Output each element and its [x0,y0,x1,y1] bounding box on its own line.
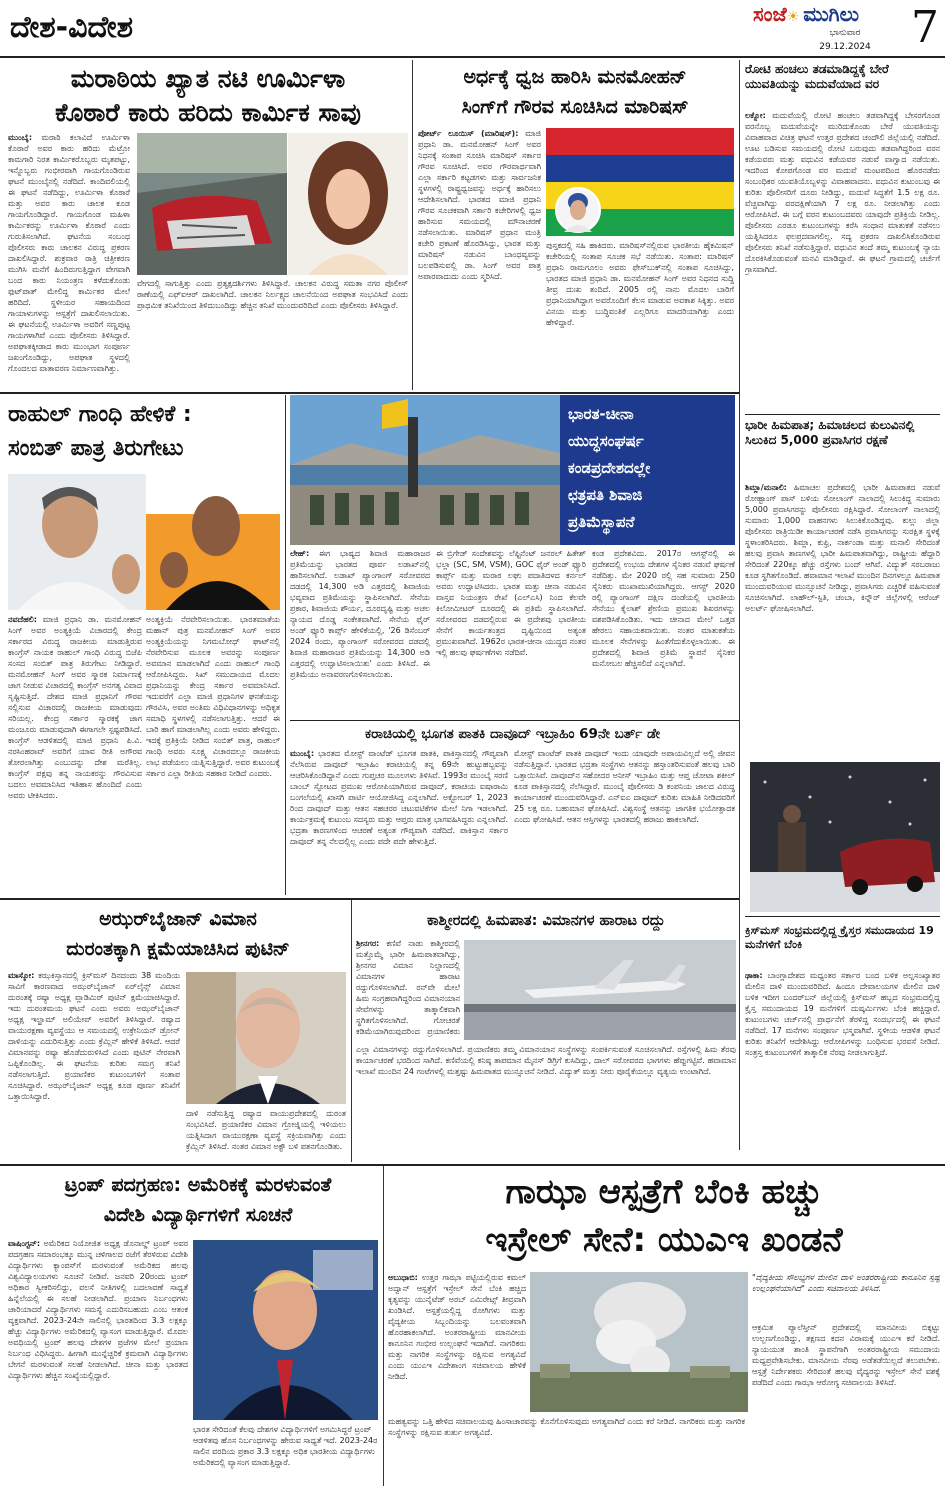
gaza-headline-line1: ಗಾಝಾ ಆಸ್ಪತ್ರೆಗೆ ಬೆಂಕಿ ಹಚ್ಚು [505,1172,823,1212]
column-divider [285,395,286,895]
banner-line-2: ಯುದ್ಧಸಂಘರ್ಷ [568,432,644,450]
himachal-body [745,482,940,760]
column-divider [383,1166,384,1486]
section-title: ದೇಶ-ವಿದೇಶ [10,10,134,45]
rahul-headline-line2: ಸಂಬಿತ್ ಪಾತ್ರ ತಿರುಗೇಟು [8,436,184,461]
putin-body-col1 [8,970,180,1160]
urmila-body-col1 [8,132,130,384]
rahul-gandhi-photo [8,474,146,610]
christmas-body [745,970,940,1150]
putin-dateline: ಮಾಸ್ಕೋ: [8,971,35,980]
himachal-body-text: ಹಿಮಾಚಲ ಪ್ರದೇಶದಲ್ಲಿ ಭಾರೀ ಹಿಮಪಾತದ ನಡುವೆ ರೋಹ್ಟಾಂಗ್ ಪಾಸ್ ಬಳಿಯ ಸೋಲಾಂಗ್ ನಾಲಾದಲ್ಲಿ ಸಿಲುಕಿದ್ದ ಸುಮಾರು 5,000 ಪ್ರವಾಸಿಗರನ್ನು ಪೊಲೀಸರು ರಕ್ಷಿಸಿದ್ದಾರೆ. ಸೋಲಾಂಗ್ ನಾಲಾದಲ್ಲಿ ಸುಮಾರು 1,000 ವಾಹನಗಳು ಸಿಲುಕಿಕೊಂಡಿದ್ದವು. ಕುಲ್ಲು ಜಿಲ್ಲಾ ಪೊಲೀಸರು ರಾತ್ರಿಯಿಡೀ ಕಾರ್ಯಾಚರಣೆ ನಡೆಸಿ ಪ್ರವಾಸಿಗರನ್ನು ಸುರಕ್ಷಿತ ಸ್ಥಳಕ್ಕೆ ಸ್ಥಳಾಂತರಿಸಿದರು. ಶಿಮ್ಲಾ, ಕುಫ್ರಿ, ನಾರ್ಕಂಡಾ ಮತ್ತು ಮನಾಲಿ ಸೇರಿದಂತೆ ಹಲವು ಪ್ರವಾಸಿ ತಾಣಗಳಲ್ಲಿ ಭಾರೀ ಹಿಮಪಾತವಾಗಿದ್ದು, ರಾಷ್ಟ್ರೀಯ ಹೆದ್ದಾರಿ ಸೇರಿದಂತೆ 220ಕ್ಕೂ ಹೆಚ್ಚು ರಸ್ತೆಗಳು ಬಂದ್ ಆಗಿವೆ. ವಿದ್ಯುತ್ ಸರಬರಾಜು ಕೂಡ ಸ್ಥಗಿತಗೊಂಡಿದೆ. ಹವಾಮಾನ ಇಲಾಖೆ ಮುಂದಿನ ದಿನಗಳಲ್ಲೂ ಹಿಮಪಾತ ಮುಂದುವರಿಯುವ ಮುನ್ಸೂಚನೆ ನೀಡಿದ್ದು, ಪ್ರವಾಸಿಗರು ಎಚ್ಚರಿಕೆ ವಹಿಸುವಂತೆ ಸೂಚಿಸಲಾಗಿದೆ. ಲಾಹೌಲ್-ಸ್ಪಿತಿ, ಚಂಬಾ, ಕಿನ್ನೌರ್ ಜಿಲ್ಲೆಗಳಲ್ಲಿ ಆರೆಂಜ್ ಅಲರ್ಟ್ ಘೋಷಿಸಲಾಗಿದೆ. [745,483,940,613]
urmila-body-text: ಮರಾಠಿ ಕಲಾವಿದೆ ಊರ್ಮಿಳಾ ಕೊಠಾರೆ ಅವರ ಕಾರು ಹರಿದು ಮೆಟ್ರೋ ಕಾಮಗಾರಿ ನಿರತ ಕಾರ್ಮಿಕರೊಬ್ಬರು ಮೃತಪಟ್ಟು, ಇನ್ನೊಬ್ಬರು ಗಂಭೀರವಾಗಿ ಗಾಯಗೊಂಡಿರುವ ಘಟನೆ ಮುಂಬೈನಲ್ಲಿ ನಡೆದಿದೆ. ಕಾಂದಿವಲಿಯಲ್ಲಿ ಈ ಘಟನೆ ನಡೆದಿದ್ದು, ಊರ್ಮಿಳಾ ಕೊಠಾರೆ ಮತ್ತು ಅವರ ಕಾರು ಚಾಲಕ ಕೂಡ ಗಾಯಗೊಂಡಿದ್ದಾರೆ. ಗಾಯಗೊಂಡ ಮಹಿಳಾ ಕಾರ್ಮಿಕರನ್ನು ಊರ್ಮಿಳಾ ಕೊಠಾರೆ ಎಂದು ಗುರುತಿಸಲಾಗಿದೆ. ಘಟನೆಯ ಸಂಬಂಧ ಪೊಲೀಸರು ಕಾರು ಚಾಲಕನ ವಿರುದ್ಧ ಪ್ರಕರಣ ದಾಖಲಿಸಿದ್ದಾರೆ. ಶುಕ್ರವಾರ ರಾತ್ರಿ ಚಿತ್ರೀಕರಣ ಮುಗಿಸಿ ಮನೆಗೆ ಹಿಂದಿರುಗುತ್ತಿದ್ದಾಗ ವೇಗವಾಗಿ ಬಂದ ಕಾರು ನಿಯಂತ್ರಣ ಕಳೆದುಕೊಂಡು ಫುಟ್‌ಪಾತ್ ಮೇಲಿದ್ದ ಕಾರ್ಮಿಕರ ಮೇಲೆ ಹರಿದಿದೆ. ಸ್ಥಳೀಯರ ಸಹಾಯದಿಂದ ಗಾಯಾಳುಗಳನ್ನು ಆಸ್ಪತ್ರೆಗೆ ದಾಖಲಿಸಲಾಯಿತು. ಈ ಘಟನೆಯಲ್ಲಿ ಊರ್ಮಿಳಾ ಅವರಿಗೆ ಸಣ್ಣಪುಟ್ಟ ಗಾಯಗಳಾಗಿವೆ ಎಂದು ಪೊಲೀಸರು ತಿಳಿಸಿದ್ದಾರೆ. ಅಪಘಾತಕ್ಕೀಡಾದ ಕಾರು ಮುಂಭಾಗ ಸಂಪೂರ್ಣ ಜಖಂಗೊಂಡಿದ್ದು, ಅಪಘಾತ ಸ್ಥಳದಲ್ಲಿ ಗೊಂದಲದ ವಾತಾವರಣ ನಿರ್ಮಾಣವಾಗಿತ್ತು. [8,133,130,373]
dawood-dateline: ಮುಂಬೈ: [290,749,315,758]
shivaji-body-col2: ಈ ಬ್ರಿಗೇಡ್ ಸಂದೇಶವನ್ನು ಲೆಫ್ಟಿನೆಂಟ್ ಜನರಲ್ ಹಿತೇಶ್ ಭಲ್ಲಾ (SC, SM, VSM), GOC ಫೈರ್ ಅಂಡ್ ಫ್ಯೂರಿ ಕಾರ್ಪ್ಸ್ ಮತ್ತು ಮರಾಠ ಲಘು ಪದಾತಿದಳದ ಕರ್ನಲ್ ಅವರು ಉದ್ಘಾಟಿಸಿದರು. ಭಾರತ ಮತ್ತು ಚೀನಾ ನಡುವಿನ ವಾಸ್ತವ ನಿಯಂತ್ರಣ ರೇಖೆ (ಎಲ್‌ಎಸಿ) ನಿಂದ ಕೆಲವೇ ಕಿಲೋಮೀಟರ್ ದೂರದಲ್ಲಿ ಈ ಪ್ರತಿಮೆ ಸ್ಥಾಪಿಸಲಾಗಿದೆ. ಸರೋವರದ ದಡದಲ್ಲಿರುವ ಈ ಪ್ರದೇಶವು ಭಾರತೀಯ ಸೇನೆಗೆ ಕಾರ್ಯತಂತ್ರದ ದೃಷ್ಟಿಯಿಂದ ಅತ್ಯಂತ ಪ್ರಮುಖವಾಗಿದೆ. 1962ರ ಭಾರತ-ಚೀನಾ ಯುದ್ಧದ ನಂತರ ಇಲ್ಲಿ ಹಲವು ಘರ್ಷಣೆಗಳು ನಡೆದಿವೆ. [436,549,586,657]
page-number: 7 [911,2,939,53]
mauritius-flag-photo [546,128,734,236]
sun-icon: ☀ [786,9,800,25]
gaza-photo-caption: ಮಹತ್ವವನ್ನು ಒತ್ತಿ ಹೇಳಿದ ಸಚಿವಾಲಯವು ಹಿಂಸಾಚಾರವನ್ನು ಕೊನೆಗೊಳಿಸುವುದು ಅಗತ್ಯವಾಗಿದೆ ಎಂದು ಕರೆ ನೀಡಿದೆ. ನಾಗರಿಕರು ಮತ್ತು ನಾಗರಿಕ ಸಂಸ್ಥೆಗಳನ್ನು ರಕ್ಷಿಸುವ ತುರ್ತು ಅಗತ್ಯವಿದೆ. [388,1417,745,1437]
masthead [745,0,945,58]
kashmir-body-col1 [356,938,460,1038]
masthead-rule [0,56,945,58]
gaza-headline [388,1168,940,1268]
shivaji-statue-photo [290,395,560,545]
section-rule [0,392,739,394]
gaza-headline-line2: ಇಸ್ರೇಲ್ ಸೇನೆ: ಯುಎಇ ಖಂಡನೆ [485,1220,843,1260]
bride-dateline: ಲಕ್ನೋ: [745,111,766,120]
logo-part2: ಮುಗಿಲು [803,2,859,26]
trump-photo [193,1240,378,1420]
bride-headline: ರೋಟಿ ಹಂಚಲು ತಡಮಾಡಿದ್ದಕ್ಕೆ ಬೇರೆ ಯುವತಿಯನ್ನು ಮದುವೆಯಾದ ವರ [745,62,889,91]
trump-headline [8,1170,388,1236]
putin-photo [186,972,346,1104]
article-divider [290,720,739,721]
trump-photo-caption: ಭಾರತ ಸೇರಿದಂತೆ ಕೆಲವು ದೇಶಗಳ ವಿದ್ಯಾರ್ಥಿಗಳಿಗೆ ಅಗಮಿಸಿದ್ದರೆ ಟ್ರಂಪ್ ಆಡಳಿತವು ಹೊಸ ನಿರ್ಬಂಧಗಳನ್ನು ಹೇರುವ ಸಾಧ್ಯತೆ ಇದೆ. 2023-24ರ ಸಾಲಿನ ವರದಿಯ ಪ್ರಕಾರ 3.3 ಲಕ್ಷಕ್ಕೂ ಅಧಿಕ ಭಾರತೀಯ ವಿದ್ಯಾರ್ಥಿಗಳು ಅಮೆರಿಕದಲ್ಲಿ ವ್ಯಾಸಂಗ ಮಾಡುತ್ತಿದ್ದಾರೆ. [193,1425,378,1467]
himachal-dateline: ಶಿಮ್ಲಾ/ಮನಾಲಿ: [745,483,787,492]
bride-body-text: ಮದುವೆಯಲ್ಲಿ ರೋಟಿ ಹಂಚಲು ತಡವಾಗಿದ್ದಕ್ಕೆ ಬೇಸರಗೊಂಡ ವರನೊಬ್ಬ ಮದುವೆಯನ್ನೇ ಮುರಿದುಕೊಂಡು ಬೇರೆ ಯುವತಿಯನ್ನು ವಿವಾಹವಾದ ವಿಚಿತ್ರ ಘಟನೆ ಉತ್ತರ ಪ್ರದೇಶದ ಚಂದೌಲಿ ಜಿಲ್ಲೆಯಲ್ಲಿ ನಡೆದಿದೆ. ಊಟ ಬಡಿಸುವ ಸಮಯದಲ್ಲಿ ರೋಟಿ ಬರುವುದು ತಡವಾಗಿದ್ದರಿಂದ ವರನ ಕಡೆಯವರು ಮತ್ತು ವಧುವಿನ ಕಡೆಯವರ ನಡುವೆ ವಾಗ್ವಾದ ನಡೆಯಿತು. ಇದರಿಂದ ಕೋಪಗೊಂಡ ವರ ಮದುವೆ ಮಂಟಪದಿಂದ ಹೊರನಡೆದು ಸಂಬಂಧಿಕರ ಯುವತಿಯೊಬ್ಬಳನ್ನು ವಿವಾಹವಾದನು. ವಧುವಿನ ಕುಟುಂಬವು ಈ ಕುರಿತು ಪೊಲೀಸರಿಗೆ ದೂರು ನೀಡಿದ್ದು, ಮದುವೆ ಸಿದ್ಧತೆಗೆ 1.5 ಲಕ್ಷ ರೂ. ವೆಚ್ಚವಾಗಿದ್ದು ವರದಕ್ಷಿಣೆಯಾಗಿ 7 ಲಕ್ಷ ರೂ. ನೀಡಲಾಗಿತ್ತು ಎಂದು ಆರೋಪಿಸಿದೆ. ಈ ಬಗ್ಗೆ ವರನ ಕುಟುಂಬದವರು ಯಾವುದೇ ಪ್ರತಿಕ್ರಿಯೆ ನೀಡಿಲ್ಲ. ಪೊಲೀಸರು ಎರಡೂ ಕುಟುಂಬಗಳನ್ನು ಕರೆಸಿ ಸಂಧಾನ ಮಾತುಕತೆ ನಡೆಸಲು ಯತ್ನಿಸಿದರೂ ಫಲಪ್ರದವಾಗಲಿಲ್ಲ. ಸದ್ಯ ಪ್ರಕರಣ ದಾಖಲಿಸಿಕೊಂಡಿರುವ ಪೊಲೀಸರು ತನಿಖೆ ನಡೆಸುತ್ತಿದ್ದಾರೆ. ವಧುವಿನ ತಂದೆ ತಮ್ಮ ಕುಟುಂಬಕ್ಕೆ ನ್ಯಾಯ ದೊರಕಿಸಿಕೊಡುವಂತೆ ಮನವಿ ಮಾಡಿದ್ದಾರೆ. ಈ ಘಟನೆ ಗ್ರಾಮದಲ್ಲಿ ಚರ್ಚೆಗೆ ಗ್ರಾಸವಾಗಿದೆ. [745,111,940,274]
rahul-body-col1 [8,614,142,894]
column-divider [351,900,352,1162]
snowfall-photo [750,762,940,912]
putin-body-col2: ದಾಳಿ ನಡೆಸುತ್ತಿದ್ದ ರಷ್ಯಾದ ವಾಯುಪ್ರದೇಶದಲ್ಲಿ ದುರಂತ ಸಂಭವಿಸಿದೆ. ಪ್ರಯಾಣಿಕರ ವಿಮಾನ ಗ್ರೋಜ್ನಿಯಲ್ಲಿ ಇಳಿಯಲು ಯತ್ನಿಸಿದಾಗ ವಾಯುರಕ್ಷಣಾ ವ್ಯವಸ್ಥೆ ಸಕ್ರಿಯವಾಗಿತ್ತು ಎಂದು ಕ್ರೆಮ್ಲಿನ್ ತಿಳಿಸಿದೆ. ನಂತರ ವಿಮಾನ ಅಕ್ಟೌ ಬಳಿ ಪತನಗೊಂಡಿತು. [186,1109,346,1151]
gaza-quote: "ವೈದ್ಯಕೀಯ ಸೌಲಭ್ಯಗಳ ಮೇಲಿನ ದಾಳಿ ಅಂತರರಾಷ್ಟ್ರೀಯ ಕಾನೂನಿನ ಸ್ಪಷ್ಟ ಉಲ್ಲಂಘನೆಯಾಗಿದೆ" ಎಂದು ಸಚಿವಾಲಯ ತಿಳಿಸಿದೆ. [752,1273,940,1293]
bride-body [745,110,940,412]
dawood-headline: ಕರಾಚಿಯಲ್ಲಿ ಭೂಗತ ಪಾತಕಿ ದಾವೂದ್ ಇಬ್ರಾಹಿಂ 69ನೇ ಬರ್ತ್ ಡೇ [365,726,660,742]
dawood-body-col2: ಮೋಸ್ಟ್ ವಾಂಟೆಡ್ ಪಾತಕಿ ದಾವೂದ್ ಇಂದು ಯಾವುದೇ ಅಪಾಯವಿಲ್ಲದೆ ಅಲ್ಲಿ ಜೀವನ ನಡೆಸುತ್ತಿದ್ದಾನೆ. ಭಾರತದ ಭದ್ರತಾ ಸಂಸ್ಥೆಗಳು ಆತನನ್ನು ಹಸ್ತಾಂತರಿಸುವಂತೆ ಹಲವು ಬಾರಿ ಒತ್ತಾಯಿಸಿವೆ. ದಾವೂದ್‌ನ ಸಹೋದರ ಅನೀಸ್ ಇಬ್ರಾಹಿಂ ಮತ್ತು ಆಪ್ತ ಚೋಟಾ ಶಕೀಲ್ ಕೂಡ ಪಾಕಿಸ್ತಾನದಲ್ಲಿ ನೆಲೆಸಿದ್ದಾರೆ. ಮುಂಬೈ ಪೊಲೀಸರು ಡಿ ಕಂಪನಿಯ ಜಾಲದ ವಿರುದ್ಧ ಕಾರ್ಯಾಚರಣೆ ಮುಂದುವರಿಸಿದ್ದಾರೆ. ಎನ್‌ಐಎ ದಾವೂದ್ ಕುರಿತು ಮಾಹಿತಿ ನೀಡಿದವರಿಗೆ 25 ಲಕ್ಷ ರೂ. ಬಹುಮಾನ ಘೋಷಿಸಿದೆ. ವಿಶ್ವಸಂಸ್ಥೆ ಆತನನ್ನು ಜಾಗತಿಕ ಭಯೋತ್ಪಾದಕ ಎಂದು ಘೋಷಿಸಿದೆ. ಆತನ ಆಸ್ತಿಗಳನ್ನು ಭಾರತದಲ್ಲಿ ಹರಾಜು ಹಾಕಲಾಗಿದೆ. [514,749,735,824]
christmas-dateline: ಢಾಕಾ: [745,971,763,980]
mauritius-headline-line2: ಸಿಂಗ್‌ಗೆ ಗೌರವ ಸೂಚಿಸಿದ ಮಾರಿಷಸ್ [461,96,689,118]
column-divider [739,60,740,1150]
christmas-body-text: ಬಾಂಗ್ಲಾದೇಶದ ಮಧ್ಯಂತರ ಸರ್ಕಾರ ಬಂದ ಬಳಿಕ ಅಲ್ಪಸಂಖ್ಯಾತರ ಮೇಲಿನ ದಾಳಿ ಮುಂದುವರಿದಿದೆ. ಹಿಂದೂ ದೇವಾಲಯಗಳ ಮೇಲಿನ ದಾಳಿ ಬಳಿಕ ಇದೀಗ ಬಂದರ್‌ಬನ್ ಜಿಲ್ಲೆಯಲ್ಲಿ ಕ್ರಿಸ್‌ಮಸ್ ಹಬ್ಬದ ಸಂಭ್ರಮದಲ್ಲಿದ್ದ ಕ್ರೈಸ್ತ ಸಮುದಾಯದ 19 ಮನೆಗಳಿಗೆ ದುಷ್ಕರ್ಮಿಗಳು ಬೆಂಕಿ ಹಚ್ಚಿದ್ದಾರೆ. ಕುಟುಂಬಗಳು ಚರ್ಚ್‌ನಲ್ಲಿ ಪ್ರಾರ್ಥನೆಗೆ ತೆರಳಿದ್ದ ಸಂದರ್ಭದಲ್ಲಿ ಈ ಘಟನೆ ನಡೆದಿದೆ. 17 ಮನೆಗಳು ಸಂಪೂರ್ಣ ಭಸ್ಮವಾಗಿವೆ. ಸ್ಥಳೀಯ ಆಡಳಿತ ಘಟನೆ ಕುರಿತು ತನಿಖೆಗೆ ಆದೇಶಿಸಿದ್ದು ಆರೋಪಿಗಳನ್ನು ಬಂಧಿಸುವ ಭರವಸೆ ನೀಡಿದೆ. ಸಂತ್ರಸ್ತ ಕುಟುಂಬಗಳಿಗೆ ತಾತ್ಕಾಲಿಕ ನೆರವು ನೀಡಲಾಗುತ್ತಿದೆ. [745,971,940,1057]
himachal-headline: ಭಾರೀ ಹಿಮಪಾತ; ಹಿಮಾಚಲದ ಕುಲುವಿನಲ್ಲಿ ಸಿಲುಕಿದ 5,000 ಪ್ರವಾಸಿಗರ ರಕ್ಷಣೆ [745,418,915,447]
banner-line-1: ಭಾರತ-ಚೀನಾ [568,405,634,423]
urmila-headline-line1: ಮರಾಠಿಯ ಖ್ಯಾತ ನಟಿ ಊರ್ಮಿಳಾ [70,64,346,93]
gaza-body-col2: ಆಕ್ರಮಿತ ಪ್ಯಾಲೆಸ್ತೀನ್ ಪ್ರದೇಶದಲ್ಲಿ ಮಾನವೀಯ ಬಿಕ್ಕಟ್ಟು ಉಲ್ಬಣಗೊಂಡಿದ್ದು, ತಕ್ಷಣದ ಕದನ ವಿರಾಮಕ್ಕೆ ಯುಎಇ ಕರೆ ನೀಡಿದೆ. ನ್ಯಾಯಯುತ ಶಾಂತಿ ಸ್ಥಾಪನೆಗಾಗಿ ಅಂತರರಾಷ್ಟ್ರೀಯ ಸಮುದಾಯ ಮಧ್ಯಪ್ರವೇಶಿಸಬೇಕು. ಮಾನವೀಯ ನೆರವು ಅಡೆತಡೆಯಿಲ್ಲದೆ ತಲುಪಬೇಕು. ಆಸ್ಪತ್ರೆ ನಿರ್ದೇಶಕರು ಸೇರಿದಂತೆ ಹಲವು ವೈದ್ಯರನ್ನು ಇಸ್ರೇಲ್ ಸೇನೆ ವಶಕ್ಕೆ ಪಡೆದಿದೆ ಎಂದು ಗಾಝಾ ಆರೋಗ್ಯ ಸಚಿವಾಲಯ ತಿಳಿಸಿದೆ. [752,1323,940,1387]
mauritius-body-col2: ಪುಸ್ತಕದಲ್ಲಿ ಸಹಿ ಹಾಕಿದರು. ಮಾರಿಷಸ್‌ನಲ್ಲಿರುವ ಭಾರತೀಯ ಹೈಕಮಿಷನ್ ಕಚೇರಿಯಲ್ಲಿ ಸಂತಾಪ ಸೂಚಕ ಸಭೆ ನಡೆಯಿತು. ಸಂತಾಪ: ಮಾರಿಷಸ್ ಪ್ರಧಾನಿ ರಾಮಗೂಲಂ ಅವರು ಫೇಸ್‌ಬುಕ್‌ನಲ್ಲಿ ಸಂತಾಪ ಸೂಚಿಸಿದ್ದು, ಭಾರತದ ಮಾಜಿ ಪ್ರಧಾನಿ ಡಾ. ಮನಮೋಹನ್ ಸಿಂಗ್ ಅವರ ನಿಧನದ ಸುದ್ದಿ ತೀವ್ರ ದುಃಖ ತಂದಿದೆ. 2005 ರಲ್ಲಿ ನಾನು ಮೊದಲ ಬಾರಿಗೆ ಪ್ರಧಾನಿಯಾಗಿದ್ದಾಗ ಅವರೊಂದಿಗೆ ಕೆಲಸ ಮಾಡುವ ಅವಕಾಶ ಸಿಕ್ಕಿತ್ತು. ಅವರ ವಿನಯ ಮತ್ತು ಬುದ್ಧಿವಂತಿಕೆ ಎಲ್ಲರಿಗೂ ಮಾದರಿಯಾಗಿತ್ತು ಎಂದು ಹೇಳಿದ್ದಾರೆ. [546,241,734,327]
rahul-dateline: ನವದೆಹಲಿ: [8,615,37,624]
gaza-dateline: ಅಬುಧಾಬಿ: [388,1273,418,1282]
column-divider [412,60,413,390]
trump-dateline: ವಾಷಿಂಗ್ಟನ್: [8,1239,41,1248]
rahul-headline-line1: ರಾಹುಲ್ ಗಾಂಧಿ ಹೇಳಿಕೆ : [8,402,192,427]
kashmir-headline: ಕಾಶ್ಮೀರದಲ್ಲಿ ಹಿಮಪಾತ: ವಿಮಾನಗಳ ಹಾರಾಟ ರದ್ದು [426,913,665,929]
article-divider [745,916,940,917]
putin-headline-line1: ಅಝರ್‌ಬೈಜಾನ್ ವಿಮಾನ [99,908,257,930]
section-rule [0,1164,945,1166]
mauritius-body-text: ಮಾಜಿ ಪ್ರಧಾನಿ ಡಾ. ಮನಮೋಹನ್ ಸಿಂಗ್ ಅವರ ನಿಧನಕ್ಕೆ ಸಂತಾಪ ಸೂಚಿಸಿ ಮಾರಿಷಸ್ ಸರ್ಕಾರ ಗೌರವ ಸೂಚಿಸಿದೆ. ಅವರ ಗೌರವಾರ್ಥವಾಗಿ ಎಲ್ಲಾ ಸರ್ಕಾರಿ ಕಟ್ಟಡಗಳು ಮತ್ತು ಸಾರ್ವಜನಿಕ ಸ್ಥಳಗಳಲ್ಲಿ ರಾಷ್ಟ್ರಧ್ವಜವನ್ನು ಅರ್ಧಕ್ಕೆ ಹಾರಿಸಲು ಆದೇಶಿಸಲಾಗಿದೆ. ಭಾರತದ ಮಾಜಿ ಪ್ರಧಾನಿ ಗೌರವ ಸೂಚಕವಾಗಿ ಸರ್ಕಾರಿ ಕಚೇರಿಗಳಲ್ಲಿ ಧ್ವಜ ಹಾರಿಸುವ ಸಮಯದಲ್ಲಿ ಮೌನಾಚರಣೆ ನಡೆಸಲಾಯಿತು. ಮಾರಿಷಸ್ ಪ್ರಧಾನ ಮಂತ್ರಿ ಕಚೇರಿ ಪ್ರಕಟಣೆ ಹೊರಡಿಸಿದ್ದು, ಭಾರತ ಮತ್ತು ಮಾರಿಷಸ್ ನಡುವಿನ ಬಾಂಧವ್ಯವನ್ನು ಬಲಪಡಿಸುವಲ್ಲಿ ಡಾ. ಸಿಂಗ್ ಅವರ ಪಾತ್ರ ಅಪಾರವಾದುದು ಎಂದು ಸ್ಮರಿಸಿದೆ. [418,129,541,281]
mauritius-dateline: ಪೋರ್ಟ್ ಲೂಯಿಸ್ (ಮಾರಿಷಸ್): [418,129,519,138]
shivaji-banner [560,395,735,545]
putin-body-text: ಕಝಕಿಸ್ತಾನದಲ್ಲಿ ಕ್ರಿಸ್‌ಮಸ್ ದಿನದಂದು 38 ಮಂದಿಯ ಸಾವಿಗೆ ಕಾರಣವಾದ ಅಝರ್‌ಬೈಜಾನ್ ಏರ್‌ಲೈನ್ಸ್ ವಿಮಾನ ದುರಂತಕ್ಕೆ ರಷ್ಯಾ ಅಧ್ಯಕ್ಷ ವ್ಲಾಡಿಮಿರ್ ಪುಟಿನ್ ಕ್ಷಮೆಯಾಚಿಸಿದ್ದಾರೆ. ಇದು ದುರಂತಮಯ ಘಟನೆ ಎಂದು ಅವರು ಅಝರ್‌ಬೈಜಾನ್ ಅಧ್ಯಕ್ಷ ಇಲ್ಹಾಮ್ ಅಲಿಯೇವ್ ಅವರಿಗೆ ತಿಳಿಸಿದ್ದಾರೆ. ರಷ್ಯಾದ ವಾಯುರಕ್ಷಣಾ ವ್ಯವಸ್ಥೆಯು ಆ ಸಮಯದಲ್ಲಿ ಉಕ್ರೇನಿಯನ್ ಡ್ರೋನ್ ದಾಳಿಯನ್ನು ಎದುರಿಸುತ್ತಿತ್ತು ಎಂದು ಕ್ರೆಮ್ಲಿನ್ ಹೇಳಿಕೆ ತಿಳಿಸಿದೆ. ಆದರೆ ವಿಮಾನವನ್ನು ರಷ್ಯಾ ಹೊಡೆದುರುಳಿಸಿದೆ ಎಂದು ಪುಟಿನ್ ನೇರವಾಗಿ ಒಪ್ಪಿಕೊಂಡಿಲ್ಲ. ಈ ಘಟನೆಯ ಕುರಿತು ಸಮಗ್ರ ತನಿಖೆ ನಡೆಸಲಾಗುತ್ತಿದೆ. ಪ್ರಯಾಣಿಕರ ಕುಟುಂಬಗಳಿಗೆ ಸಂತಾಪ ಸೂಚಿಸಿದ್ದಾರೆ. ಅಝರ್‌ಬೈಜಾನ್ ಅಧ್ಯಕ್ಷ ಕೂಡ ಪೂರ್ಣ ತನಿಖೆಗೆ ಒತ್ತಾಯಿಸಿದ್ದಾರೆ. [8,971,180,1101]
gaza-smoke-photo [530,1272,748,1412]
urmila-body-col2: ವೇಗದಲ್ಲಿ ಸಾಗುತ್ತಿತ್ತು ಎಂದು ಪ್ರತ್ಯಕ್ಷದರ್ಶಿಗಳು ತಿಳಿಸಿದ್ದಾರೆ. ಚಾಲಕನ ವಿರುದ್ಧ ಸಮತಾ ನಗರ ಪೊಲೀಸ್ ಠಾಣೆಯಲ್ಲಿ ಎಫ್‌ಐಆರ್ ದಾಖಲಾಗಿದೆ. ಚಾಲಕನ ನಿರ್ಲಕ್ಷ್ಯದ ಚಾಲನೆಯಿಂದ ಅಪಘಾತ ಸಂಭವಿಸಿದೆ ಎಂದು ಪ್ರಾಥಮಿಕ ತನಿಖೆಯಿಂದ ತಿಳಿದುಬಂದಿದ್ದು ಹೆಚ್ಚಿನ ತನಿಖೆ ಮುಂದುವರಿದಿದೆ ಎಂದು ಪೊಲೀಸರು ತಿಳಿಸಿದ್ದಾರೆ. [137,279,408,310]
dawood-body-col1 [290,748,508,894]
article-divider [745,414,940,415]
section-rule [0,898,739,900]
dawood-body-text: ಭಾರತದ ಮೋಸ್ಟ್ ವಾಂಟೆಡ್ ಭೂಗತ ಪಾತಕಿ, ಪಾಕಿಸ್ತಾನದಲ್ಲಿ ಗೌಪ್ಯವಾಗಿ ನೆಲೆಸಿರುವ ದಾವೂದ್ ಇಬ್ರಾಹಿಂ ಕರಾಚಿಯಲ್ಲಿ ತನ್ನ 69ನೇ ಹುಟ್ಟುಹಬ್ಬವನ್ನು ಆಚರಿಸಿಕೊಂಡಿದ್ದಾನೆ ಎಂದು ಗುಪ್ತಚರ ಮೂಲಗಳು ತಿಳಿಸಿವೆ. 1993ರ ಮುಂಬೈ ಸರಣಿ ಬಾಂಬ್ ಸ್ಫೋಟದ ಪ್ರಮುಖ ಆರೋಪಿಯಾಗಿರುವ ದಾವೂದ್, ಕರಾಚಿಯ ಐಷಾರಾಮಿ ಬಂಗಲೆಯಲ್ಲಿ ಖಾಸಗಿ ಪಾರ್ಟಿ ಆಯೋಜಿಸಿದ್ದ ಎನ್ನಲಾಗಿದೆ. ಅಕ್ಟೋಬರ್ 1, 2023 ರಿಂದ ದಾವೂದ್ ಮತ್ತು ಆತನ ಸಹಚರರ ಚಟುವಟಿಕೆಗಳ ಮೇಲೆ ನಿಗಾ ಇಡಲಾಗಿದೆ. ಕಾರ್ಯಕ್ರಮಕ್ಕೆ ಕುಟುಂಬ ಸದಸ್ಯರು ಮತ್ತು ಆಪ್ತರು ಮಾತ್ರ ಭಾಗವಹಿಸಿದ್ದರು ಎನ್ನಲಾಗಿದೆ. ಭದ್ರತಾ ಕಾರಣಗಳಿಂದ ಆಚರಣೆ ಅತ್ಯಂತ ಗೌಪ್ಯವಾಗಿ ನಡೆದಿದೆ. ಪಾಕಿಸ್ತಾನ ಸರ್ಕಾರ ದಾವೂದ್ ತನ್ನ ನೆಲದಲ್ಲಿಲ್ಲ ಎಂದು ಪದೇ ಪದೇ ಹೇಳುತ್ತಿದೆ. [290,749,508,846]
sambit-patra-photo [146,474,280,610]
kashmir-body-text: ಕಣಿವೆ ನಾಡು ಕಾಶ್ಮೀರದಲ್ಲಿ ಮತ್ತೊಮ್ಮೆ ಭಾರೀ ಹಿಮಪಾತವಾಗಿದ್ದು, ಶ್ರೀನಗರ ವಿಮಾನ ನಿಲ್ದಾಣದಲ್ಲಿ ವಿಮಾನಗಳ ಹಾರಾಟ ರದ್ದುಗೊಳಿಸಲಾಗಿದೆ. ರನ್‌ವೇ ಮೇಲೆ ಹಿಮ ಸಂಗ್ರಹವಾಗಿದ್ದರಿಂದ ವಿಮಾನಯಾನ ಸೇವೆಗಳನ್ನು ತಾತ್ಕಾಲಿಕವಾಗಿ ಸ್ಥಗಿತಗೊಳಿಸಲಾಗಿದೆ. ಗೋಚರತೆ ಕಡಿಮೆಯಾಗಿರುವುದರಿಂದ ಪ್ರಯಾಣಿಕರು [356,939,460,1036]
urmila-dateline: ಮುಂಬೈ: [8,133,33,142]
shivaji-dateline: ಲೇಹ್: [290,549,310,558]
airplane-snow-photo [464,940,736,1040]
car-crash-photo [137,133,287,275]
banner-line-3: ಕಂಡಪ್ರದೇಶದಲ್ಲೇ [568,459,651,477]
gaza-body-col1 [388,1272,526,1412]
logo-part1: ಸಂಜೆ [753,2,787,26]
issue-day: ಭಾನುವಾರ [829,28,861,38]
shivaji-body-col1 [290,548,430,716]
banner-line-5: ಪ್ರತಿಮೆಸ್ಥಾಪನೆ [568,513,635,531]
mauritius-headline-line1: ಅರ್ಧಕ್ಕೆ ಧ್ವಜ ಹಾರಿಸಿ ಮನಮೋಹನ್ [463,66,687,88]
issue-date: 29.12.2024 [819,42,871,52]
putin-headline [8,904,348,968]
mauritius-body-col1 [418,128,541,390]
mauritius-headline [416,62,734,128]
actress-portrait [288,133,408,275]
shivaji-body-col3: ಕಂಡ ಪ್ರದೇಶವಿದು. 2017ರ ಆಗಸ್ಟ್‌ನಲ್ಲಿ ಈ ಪ್ರದೇಶದಲ್ಲಿ ಉಭಯ ದೇಶಗಳ ಸೈನಿಕರ ನಡುವೆ ಘರ್ಷಣೆ ನಡೆದಿತ್ತು. ಮೇ 2020 ರಲ್ಲಿ ಸಹ ಸುಮಾರು 250 ಸೈನಿಕರು ಮುಖಾಮುಖಿಯಾಗಿದ್ದರು. ಆಗಸ್ಟ್ 2020 ರಲ್ಲಿ ಪ್ಯಾಂಗಾಂಗ್ ದಕ್ಷಿಣ ದಂಡೆಯಲ್ಲಿ ಭಾರತೀಯ ಸೇನೆಯು ಕೈಲಾಶ್ ಶ್ರೇಣಿಯ ಪ್ರಮುಖ ಶಿಖರಗಳನ್ನು ವಶಪಡಿಸಿಕೊಂಡಿತು. ಇದು ಚೀನಾದ ಮೇಲೆ ಒತ್ತಡ ಹೇರಲು ಸಹಾಯಕವಾಯಿತು. ನಂತರ ಮಾತುಕತೆಯ ಮೂಲಕ ಸೇನೆಗಳನ್ನು ಹಿಂತೆಗೆದುಕೊಳ್ಳಲಾಯಿತು. ಈ ಪ್ರದೇಶದಲ್ಲಿ ಶಿವಾಜಿ ಪ್ರತಿಮೆ ಸ್ಥಾಪನೆ ಸೈನಿಕರ ಮನೋಬಲ ಹೆಚ್ಚಿಸಲಿದೆ ಎನ್ನಲಾಗಿದೆ. [592,549,735,668]
rahul-body-col2: ಅಂತ್ಯಕ್ರಿಯೆ ನೆರವೇರಿಸಲಾಯಿತು. ಭಾರತಮಾತೆಯ ಮಹಾನ್ ಪುತ್ರ ಮನಮೋಹನ್ ಸಿಂಗ್ ಅವರ ಅಂತ್ಯಕ್ರಿಯೆಯನ್ನು ನಿಗಮಬೋಧ್ ಘಾಟ್‌ನಲ್ಲಿ ನೆರವೇರಿಸುವ ಮೂಲಕ ಅವರನ್ನು ಸಂಪೂರ್ಣ ಅವಮಾನ ಮಾಡಲಾಗಿದೆ ಎಂದು ರಾಹುಲ್ ಗಾಂಧಿ ಆರೋಪಿಸಿದ್ದರು. ಸಿಖ್ ಸಮುದಾಯದ ಮೊದಲ ಪ್ರಧಾನಿಯನ್ನು ಕೇಂದ್ರ ಸರ್ಕಾರ ಅವಮಾನಿಸಿದೆ. ಇದುವರೆಗೆ ಎಲ್ಲಾ ಮಾಜಿ ಪ್ರಧಾನಿಗಳ ಘನತೆಯನ್ನು ಗೌರವಿಸಿ, ಅವರ ಅಂತಿಮ ವಿಧಿವಿಧಾನಗಳನ್ನು ಅಧಿಕೃತ ಸಮಾಧಿ ಸ್ಥಳಗಳಲ್ಲಿ ನಡೆಸಲಾಗುತ್ತಿತ್ತು. ಆದರೆ ಈ ಬಾರಿ ಹಾಗೆ ಮಾಡಲಾಗಿಲ್ಲ ಎಂದು ಅವರು ಹೇಳಿದ್ದರು. ಇದಕ್ಕೆ ಪ್ರತಿಕ್ರಿಯೆ ನೀಡಿದ ಸಂಬಿತ್ ಪಾತ್ರ, ರಾಹುಲ್ ಗಾಂಧಿ ಅವರು ಸೂಕ್ಷ್ಮ ವಿಚಾರದಲ್ಲೂ ರಾಜಕೀಯ ಲಾಭ ಪಡೆಯಲು ಯತ್ನಿಸುತ್ತಿದ್ದಾರೆ. ಅವರ ಕುಟುಂಬಕ್ಕೆ ಸರ್ಕಾರ ಎಲ್ಲಾ ರೀತಿಯ ಸಹಕಾರ ನೀಡಿದೆ ಎಂದರು. [146,615,280,778]
rahul-headline [8,398,293,470]
gaza-body-text: ಉತ್ತರ ಗಾಝಾ ಪಟ್ಟಿಯಲ್ಲಿರುವ ಕಮಲ್ ಅದ್ವಾನ್ ಆಸ್ಪತ್ರೆಗೆ ಇಸ್ರೇಲ್ ಸೇನೆ ಬೆಂಕಿ ಹಚ್ಚಿದ ಕೃತ್ಯವನ್ನು ಯುನೈಟೆಡ್ ಅರಬ್ ಎಮಿರೇಟ್ಸ್ ತೀವ್ರವಾಗಿ ಖಂಡಿಸಿದೆ. ಆಸ್ಪತ್ರೆಯಲ್ಲಿದ್ದ ರೋಗಿಗಳು ಮತ್ತು ವೈದ್ಯಕೀಯ ಸಿಬ್ಬಂದಿಯನ್ನು ಬಲವಂತವಾಗಿ ಹೊರಹಾಕಲಾಗಿದೆ. ಅಂತರರಾಷ್ಟ್ರೀಯ ಮಾನವೀಯ ಕಾನೂನಿನ ಗಂಭೀರ ಉಲ್ಲಂಘನೆ ಇದಾಗಿದೆ. ನಾಗರಿಕರು ಮತ್ತು ನಾಗರಿಕ ಸಂಸ್ಥೆಗಳನ್ನು ರಕ್ಷಿಸುವ ಅಗತ್ಯವಿದೆ ಎಂದು ಯುಎಇ ವಿದೇಶಾಂಗ ಸಚಿವಾಲಯ ಹೇಳಿಕೆ ನೀಡಿದೆ. [388,1273,526,1381]
urmila-headline-line2: ಕೊಠಾರೆ ಕಾರು ಹರಿದು ಕಾರ್ಮಿಕ ಸಾವು [55,98,361,127]
rahul-body-text: ಮಾಜಿ ಪ್ರಧಾನಿ ಡಾ. ಮನಮೋಹನ್ ಸಿಂಗ್ ಅವರ ಅಂತ್ಯಕ್ರಿಯೆ ವಿಚಾರದಲ್ಲಿ ಕೇಂದ್ರ ಸರ್ಕಾರದ ವಿರುದ್ಧ ರಾಜಕೀಯ ಮಾಡುತ್ತಿರುವ ಕಾಂಗ್ರೆಸ್ ನಾಯಕ ರಾಹುಲ್ ಗಾಂಧಿ ವಿರುದ್ಧ ಬಿಜೆಪಿ ಸಂಸದ ಸಂಬಿತ್ ಪಾತ್ರ ತಿರುಗೇಟು ನೀಡಿದ್ದಾರೆ. ಮನಮೋಹನ್ ಸಿಂಗ್ ಅವರ ಸ್ಮಾರಕ ನಿರ್ಮಾಣಕ್ಕೆ ಜಾಗ ನೀಡುವ ವಿಚಾರದಲ್ಲಿ ಕಾಂಗ್ರೆಸ್ ಅನಗತ್ಯ ವಿವಾದ ಸೃಷ್ಟಿಸುತ್ತಿದೆ. ದೇಶದ ಮಾಜಿ ಪ್ರಧಾನಿಗೆ ಗೌರವ ಸಲ್ಲಿಸುವ ವಿಚಾರದಲ್ಲಿ ರಾಜಕೀಯ ಮಾಡುವುದು ಸರಿಯಲ್ಲ. ಕೇಂದ್ರ ಸರ್ಕಾರ ಸ್ಮಾರಕಕ್ಕೆ ಜಾಗ ಮಂಜೂರು ಮಾಡುವುದಾಗಿ ಈಗಾಗಲೇ ಸ್ಪಷ್ಟಪಡಿಸಿದೆ. ಕಾಂಗ್ರೆಸ್ ಆಡಳಿತದಲ್ಲಿ ಮಾಜಿ ಪ್ರಧಾನಿ ಪಿ.ವಿ. ನರಸಿಂಹರಾವ್ ಅವರಿಗೆ ಯಾವ ರೀತಿ ಅಗೌರವ ತೋರಲಾಗಿತ್ತು ಎಂಬುದನ್ನು ದೇಶ ಮರೆತಿಲ್ಲ. ಕಾಂಗ್ರೆಸ್ ಪಕ್ಷವು ತನ್ನ ನಾಯಕರನ್ನು ಗೌರವಿಸುವ ಬದಲು ಅವಮಾನಿಸಿದ ಇತಿಹಾಸ ಹೊಂದಿದೆ ಎಂದು ಅವರು ಟೀಕಿಸಿದರು. [8,615,142,800]
trump-headline-line2: ವಿದೇಶಿ ವಿದ್ಯಾರ್ಥಿಗಳಿಗೆ ಸೂಚನೆ [103,1204,293,1226]
trump-headline-line1: ಟ್ರಂಪ್ ಪದಗ್ರಹಣ: ಅಮೆರಿಕಕ್ಕೆ ಮರಳುವಂತೆ [64,1174,332,1196]
christmas-headline: ಕ್ರಿಸ್‌ಮಸ್ ಸಂಭ್ರಮದಲ್ಲಿದ್ದ ಕ್ರೈಸ್ತರ ಸಮುದಾಯದ 19 ಮನೆಗಳಿಗೆ ಬೆಂಕಿ [745,924,934,951]
putin-headline-line2: ದುರಂತಕ್ಕಾಗಿ ಕ್ಷಮೆಯಾಚಿಸಿದ ಪುಟಿನ್ [66,938,290,960]
shivaji-body-text: ಈಗ ಭಾಷ್ಯದ ಶಿವಾಜಿ ಮಹಾರಾಜರ ಪ್ರತಿಮೆಯನ್ನು ಭಾರತದ ಪೂರ್ವ ಲಡಾಖ್‌ನಲ್ಲಿ ಹಾರಿಸಲಾಗಿದೆ. ಲಡಾಖ್ ಪ್ಯಾಂಗಾಂಗ್ ಸರೋವರದ ದಡದಲ್ಲಿ 14,300 ಅಡಿ ಎತ್ತರದಲ್ಲಿ ಶಿವಾಜಿಯ ಭವ್ಯವಾದ ಪ್ರತಿಮೆಯನ್ನು ಸ್ಥಾಪಿಸಲಾಗಿದೆ. ಸೇನೆಯ ಪ್ರಕಾರ, ಶಿವಾಜಿಯ ಶೌರ್ಯ, ದೂರದೃಷ್ಟಿ ಮತ್ತು ಅಚಲ ನ್ಯಾಯದ ದೊಡ್ಡ ಸಂಕೇತವಾಗಿದೆ. ಸೇನೆಯ ಫೈರ್ ಅಂಡ್ ಫ್ಯೂರಿ ಕಾರ್ಪ್ಸ್ ಹೇಳಿಕೆಯಲ್ಲಿ, '26 ಡಿಸೆಂಬರ್ 2024 ರಂದು, ಪ್ಯಾಂಗಾಂಗ್ ಸರೋವರದ ದಡದಲ್ಲಿ ಶಿವಾಜಿ ಮಹಾರಾಜರ ಪ್ರತಿಮೆಯನ್ನು 14,300 ಅಡಿ ಎತ್ತರದಲ್ಲಿ ಉದ್ಘಾಟಿಸಲಾಯಿತು' ಎಂದು ತಿಳಿಸಿದೆ. ಈ ಪ್ರತಿಮೆಯು ಅನಾವರಣಗೊಳಿಸಲಾಯಿತು. [290,549,430,679]
newspaper-logo [753,2,859,29]
trump-body-text: ಅಮೆರಿಕದ ನಿಯೋಜಿತ ಅಧ್ಯಕ್ಷ ಡೊನಾಲ್ಡ್ ಟ್ರಂಪ್ ಅವರ ಪದಗ್ರಹಣ ಸಮಾರಂಭಕ್ಕೂ ಮುನ್ನ ಚಳಿಗಾಲದ ರಜೆಗೆ ತೆರಳಿರುವ ವಿದೇಶಿ ವಿದ್ಯಾರ್ಥಿಗಳು ಕ್ಯಾಂಪಸ್‌ಗೆ ಮರಳುವಂತೆ ಅಮೆರಿಕದ ಹಲವು ವಿಶ್ವವಿದ್ಯಾಲಯಗಳು ಸೂಚನೆ ನೀಡಿವೆ. ಜನವರಿ 20ರಂದು ಟ್ರಂಪ್ ಅಧಿಕಾರ ಸ್ವೀಕರಿಸಲಿದ್ದು, ವಲಸೆ ನೀತಿಗಳಲ್ಲಿ ಬದಲಾವಣೆ ಸಾಧ್ಯತೆ ಹಿನ್ನೆಲೆಯಲ್ಲಿ ಈ ಸಲಹೆ ನೀಡಲಾಗಿದೆ. ಪ್ರಯಾಣ ನಿರ್ಬಂಧಗಳು ಜಾರಿಯಾದರೆ ವಿದ್ಯಾರ್ಥಿಗಳು ಸಮಸ್ಯೆ ಎದುರಿಸಬಹುದು ಎಂಬ ಆತಂಕ ವ್ಯಕ್ತವಾಗಿದೆ. 2023-24ನೇ ಸಾಲಿನಲ್ಲಿ ಭಾರತದಿಂದ 3.3 ಲಕ್ಷಕ್ಕೂ ಹೆಚ್ಚು ವಿದ್ಯಾರ್ಥಿಗಳು ಅಮೆರಿಕದಲ್ಲಿ ವ್ಯಾಸಂಗ ಮಾಡುತ್ತಿದ್ದಾರೆ. ಮೊದಲ ಅವಧಿಯಲ್ಲಿ ಟ್ರಂಪ್ ಹಲವು ದೇಶಗಳ ಪ್ರಜೆಗಳ ಮೇಲೆ ಪ್ರಯಾಣ ನಿರ್ಬಂಧ ವಿಧಿಸಿದ್ದರು. ಹೀಗಾಗಿ ಮುನ್ನೆಚ್ಚರಿಕೆ ಕ್ರಮವಾಗಿ ವಿದ್ಯಾರ್ಥಿಗಳು ಬೇಗನೆ ಮರಳುವಂತೆ ಸಲಹೆ ನೀಡಲಾಗಿದೆ. ಚೀನಾ ಮತ್ತು ಭಾರತದ ವಿದ್ಯಾರ್ಥಿಗಳು ಹೆಚ್ಚಿನ ಸಂಖ್ಯೆಯಲ್ಲಿದ್ದಾರೆ. [8,1239,188,1380]
kashmir-body-col2: ಎಲ್ಲಾ ವಿಮಾನಗಳನ್ನು ರದ್ದುಗೊಳಿಸಲಾಗಿದೆ. ಪ್ರಯಾಣಿಕರು ತಮ್ಮ ವಿಮಾನಯಾನ ಸಂಸ್ಥೆಗಳನ್ನು ಸಂಪರ್ಕಿಸುವಂತೆ ಸೂಚಿಸಲಾಗಿದೆ. ರಸ್ತೆಗಳಲ್ಲಿ ಹಿಮ ತೆರವು ಕಾರ್ಯಾಚರಣೆ ಭರದಿಂದ ಸಾಗಿದೆ. ಕಣಿವೆಯಲ್ಲಿ ಕನಿಷ್ಠ ತಾಪಮಾನ ಮೈನಸ್ ಡಿಗ್ರಿಗೆ ಕುಸಿದಿದ್ದು, ದಾಲ್ ಸರೋವರದ ಭಾಗಗಳು ಹೆಪ್ಪುಗಟ್ಟಿವೆ. ಹವಾಮಾನ ಇಲಾಖೆ ಮುಂದಿನ 24 ಗಂಟೆಗಳಲ್ಲಿ ಮತ್ತಷ್ಟು ಹಿಮಪಾತದ ಮುನ್ಸೂಚನೆ ನೀಡಿದೆ. ವಿದ್ಯುತ್ ಮತ್ತು ನೀರು ಪೂರೈಕೆಯಲ್ಲೂ ವ್ಯತ್ಯಯ ಉಂಟಾಗಿದೆ. [356,1045,736,1076]
trump-body [8,1238,188,1486]
urmila-headline [8,62,408,132]
kashmir-dateline: ಶ್ರೀನಗರ: [356,939,380,948]
banner-line-4: ಛತ್ರಪತಿ ಶಿವಾಜಿ [568,486,643,504]
